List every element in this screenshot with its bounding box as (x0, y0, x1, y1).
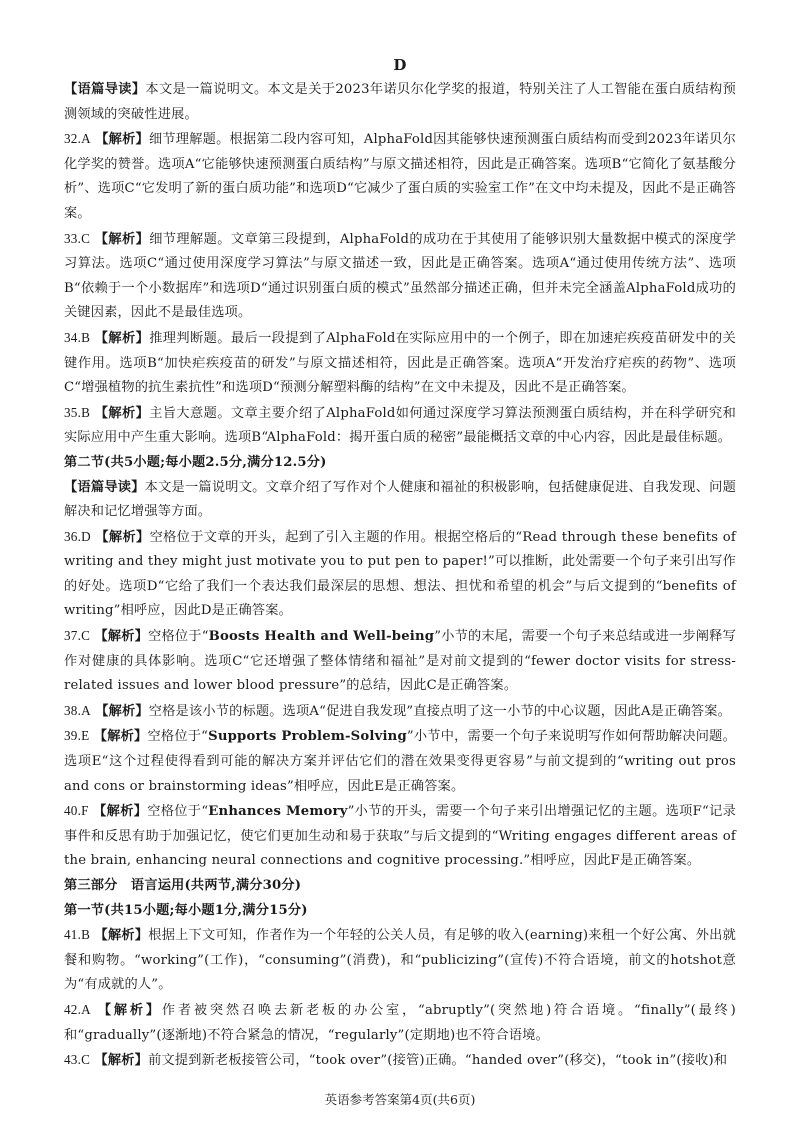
item-text-post: ”小节中，需要一个句子来说明写作如何帮助解决问题。选项E“这个过程使得看到可能的解决方案并评估它们的潜在效果变得更容易”与前文提到的“writing out pros and cons or brainstorming ideas”相呼应，因此E是正确答案。 (64, 729, 736, 794)
part3-heading: 第三部分 语言运用(共两节,满分30分) (64, 878, 302, 893)
item-text-pre: 空格位于“ (147, 729, 209, 745)
guide-tag: 【语篇导读】 (64, 479, 145, 495)
subsection-title: Enhances Memory (208, 804, 348, 820)
analysis-tag: 【解析】 (95, 529, 150, 545)
item-number: 37.C (64, 628, 91, 644)
item-number: 34.B (64, 329, 91, 345)
guide-text: 本文是一篇说明文。文章介绍了写作对个人健康和福祉的积极影响，包括健康促进、自我发现、问题解决和记忆增强等方面。 (64, 479, 737, 520)
analysis-tag: 【解析】 (95, 132, 149, 148)
item-text: 细节理解题。根据第二段内容可知，AlphaFold因其能够快速预测蛋白质结构而受到2023年诺贝尔化学奖的赞誉。选项A“它能够快速预测蛋白质结构”与原文描述相符，因此是正确答案。选项B“它简化了氨基酸分析”、选项C“它发明了新的蛋白质功能”和选项D“它减少了蛋白质的实验室工作”在文中均未提及，因此不是正确答案。 (64, 132, 736, 221)
item-number: 35.B (64, 404, 91, 420)
item-text: 主旨大意题。文章主要介绍了AlphaFold如何通过深度学习算法预测蛋白质结构，并在科学研究和实际应用中产生重大影响。选项B“AlphaFold：揭开蛋白质的秘密”最能概括文章的中心内容，因此是最佳标题。 (64, 405, 736, 446)
answer-item-41 (64, 923, 736, 998)
section2-heading: 第二节(共5小题;每小题2.5分,满分12.5分) (64, 454, 327, 470)
subsection-title: Boosts Health and Well-being (208, 629, 435, 645)
guide-tag: 【语篇导读】 (64, 82, 146, 97)
analysis-tag: 【解析】 (94, 231, 150, 247)
answer-item-42 (64, 998, 736, 1048)
answer-item-40 (64, 799, 736, 874)
answer-item-35 (64, 401, 736, 451)
analysis-tag: 【解析】 (93, 804, 148, 820)
guide-text: 本文是一篇说明文。本文是关于2023年诺贝尔化学奖的报道，特别关注了人工智能在蛋白质结构预测领域的突破性进展。 (64, 82, 736, 122)
passage-guide-d (64, 78, 736, 127)
item-number: 43.C (64, 1052, 91, 1068)
answer-item-43 (64, 1048, 736, 1074)
item-text-pre: 空格位于“ (147, 804, 209, 820)
answer-item-37 (64, 624, 736, 699)
analysis-tag: 【解析】 (94, 928, 149, 944)
item-number: 41.B (64, 927, 91, 943)
item-number: 38.A (64, 702, 91, 718)
subsection-title: Supports Problem-Solving (208, 729, 407, 745)
answer-page (64, 52, 736, 1074)
analysis-tag: 【解析】 (94, 629, 149, 645)
item-text: 细节理解题。文章第三段提到，AlphaFold的成功在于其使用了能够识别大量数据中模式的深度学习算法。选项C“通过使用深度学习算法”与原文描述一致，因此是正确答案。选项A“通过使用传统方法”、选项B“依赖于一个小数据库”和选项D“通过识别蛋白质的模式”虽然部分描述正确，但并未完全涵盖AlphaFold成功的关键因素，因此不是最佳选项。 (64, 231, 736, 321)
answer-item-38 (64, 699, 736, 725)
analysis-tag: 【解析】 (93, 729, 148, 745)
answer-item-39 (64, 724, 736, 799)
item-text-pre: 空格位于“ (148, 629, 209, 645)
item-number: 36.D (64, 528, 91, 544)
passage-guide-2 (64, 476, 736, 525)
item-text: 空格位于文章的开头，起到了引入主题的作用。根据空格后的“Read through these benefits of writing and they might just motivate you to put pen to paper!”可以推断，此处需要一个句子来引出写作的好处。选项D“它给了我们一个表达我们最深层的思想、想法、担忧和希望的机会”与后文提到的“benefits of writing”相呼应，因此D是正确答案。 (64, 529, 736, 619)
item-number: 42.A (64, 1001, 91, 1017)
analysis-tag: 【解析】 (94, 405, 150, 421)
item-text: 空格是该小节的标题。选项A“促进自我发现”直接点明了这一小节的中心议题，因此A是正确答案。 (148, 703, 731, 719)
item-text: 推理判断题。最后一段提到了AlphaFold在实际应用中的一个例子，即在加速疟疾疫苗研发中的关键作用。选项B“加快疟疾疫苗的研发”与原文描述相符，因此是正确答案。选项A“开发治疗疟疾的药物”、选项C“增强植物的抗生素抗性”和选项D“预测分解塑料酶的结构”在文中未提及，因此不是正确答案。 (64, 330, 736, 396)
item-text-post: ”小节的开头，需要一个句子来引出增强记忆的主题。选项F“记录事件和反思有助于加强记忆，使它们更加生动和易于获取”与后文提到的“Writing engages different areas of the brain, enhancing neural connections and cognitive processing.”相呼应，因此F是正确答案。 (64, 804, 736, 869)
answer-item-36 (64, 525, 736, 624)
item-number: 40.F (64, 803, 89, 819)
answer-item-32 (64, 127, 736, 226)
analysis-tag: 【解析】 (95, 703, 149, 719)
item-text: 前文提到新老板接管公司，“took over”(接管)正确。“handed over”(移交)，“took in”(接收)和 (148, 1053, 728, 1069)
item-number: 33.C (64, 230, 91, 246)
page-footer: 英语参考答案第4页(共6页) (324, 1092, 476, 1107)
item-number: 32.A (64, 131, 91, 147)
answer-item-34 (64, 326, 736, 401)
item-text: 作者被突然召唤去新老板的办公室，“abruptly”(突然地)符合语境。“finally”(最终)和“gradually”(逐渐地)不符合紧急的情况，“regularly”(定期地)也不符合语境。 (64, 1002, 736, 1043)
part3-section1-heading: 第一节(共15小题;每小题1分,满分15分) (64, 902, 308, 918)
analysis-tag: 【解析】 (94, 330, 150, 346)
item-number: 39.E (64, 728, 90, 744)
item-text: 根据上下文可知，作者作为一个年轻的公关人员，有足够的收入(earning)来租一个好公寓、外出就餐和购物。“working”(工作)，“consuming”(消费)，和“publicizing”(宣传)不符合语境，前文的hotshot意为“有成就的人”。 (64, 928, 736, 993)
analysis-tag: 【解析】 (94, 1053, 149, 1069)
section-letter: D (393, 56, 407, 74)
analysis-tag: 【解析】 (97, 1002, 162, 1018)
item-text-post: ”小节的末尾，需要一个句子来总结或进一步阐释写作对健康的具体影响。选项C“它还增强了整体情绪和福祉”是对前文提到的“fewer doctor visits for stress-related issues and lower blood pressure”的总结，因此C是正确答案。 (64, 629, 736, 694)
answer-item-33 (64, 227, 736, 326)
